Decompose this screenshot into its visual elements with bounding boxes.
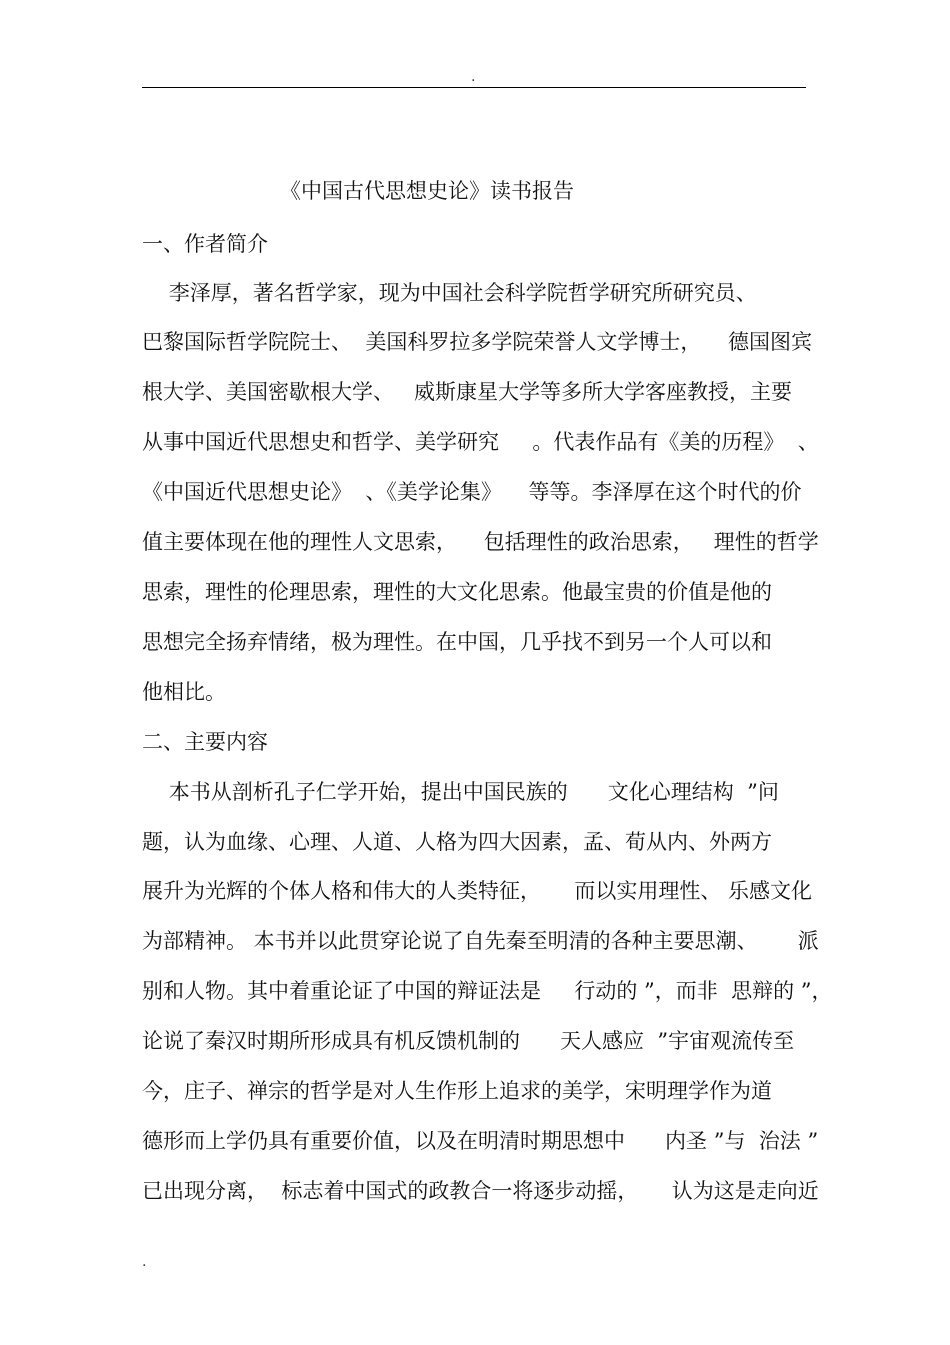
paragraph-line: 今，庄子、禅宗的哲学是对人生作形上追求的美学，宋明理学作为道 (142, 1079, 772, 1103)
section-heading-content: 二、主要内容 (142, 730, 268, 754)
paragraph-line: 值主要体现在他的理性人文思索， 包括理性的政治思索， 理性的哲学 (142, 530, 819, 554)
document-title: 《中国古代思想史论》读书报告 (280, 179, 574, 203)
paragraph-line: 巴黎国际哲学院院士、 美国科罗拉多学院荣誉人文学博士， 德国图宾 (142, 330, 813, 354)
paragraph-line: 为部精神。 本书并以此贯穿论说了自先秦至明清的各种主要思潮、 派 (142, 929, 819, 953)
paragraph-line: 《中国近代思想史论》 、《美学论集》 等等。李泽厚在这个时代的价 (142, 480, 802, 504)
paragraph-line: 本书从剖析孔子仁学开始，提出中国民族的 文化心理结构 ”问 (142, 780, 779, 804)
paragraph-line: 李泽厚，著名哲学家，现为中国社会科学院哲学研究所研究员、 (142, 281, 757, 305)
header-rule (142, 87, 806, 88)
paragraph-line: 思想完全扬弃情绪，极为理性。在中国，几乎找不到另一个人可以和 (142, 630, 772, 654)
paragraph-line: 根大学、美国密歇根大学、 威斯康星大学等多所大学客座教授，主要 (142, 380, 793, 404)
footer-mark: . (142, 1254, 147, 1270)
header-mark: . (471, 69, 476, 85)
paragraph-line: 展升为光辉的个体人格和伟大的人类特征， 而以实用理性、 乐感文化 (142, 879, 813, 903)
paragraph-line: 论说了秦汉时期所形成具有机反馈机制的 天人感应 ”宇宙观流传至 (142, 1029, 795, 1053)
paragraph-line: 题，认为血缘、心理、人道、人格为四大因素，孟、荀从内、外两方 (142, 830, 772, 854)
paragraph-line: 德形而上学仍具有重要价值，以及在明清时期思想中 内圣 ”与 治法 ” (142, 1129, 819, 1153)
section-heading-author: 一、作者简介 (142, 232, 268, 256)
paragraph-line: 从事中国近代思想史和哲学、美学研究 。代表作品有《美的历程》 、 (142, 430, 819, 454)
paragraph-line: 别和人物。其中着重论证了中国的辩证法是 行动的 ”，而非 思辩的 ”， (142, 979, 833, 1003)
paragraph-line: 已出现分离， 标志着中国式的政教合一将逐步动摇， 认为这是走向近 (142, 1179, 819, 1203)
paragraph-line: 思索，理性的伦理思索，理性的大文化思索。他最宝贵的价值是他的 (142, 580, 772, 604)
paragraph-line: 他相比。 (142, 680, 226, 704)
